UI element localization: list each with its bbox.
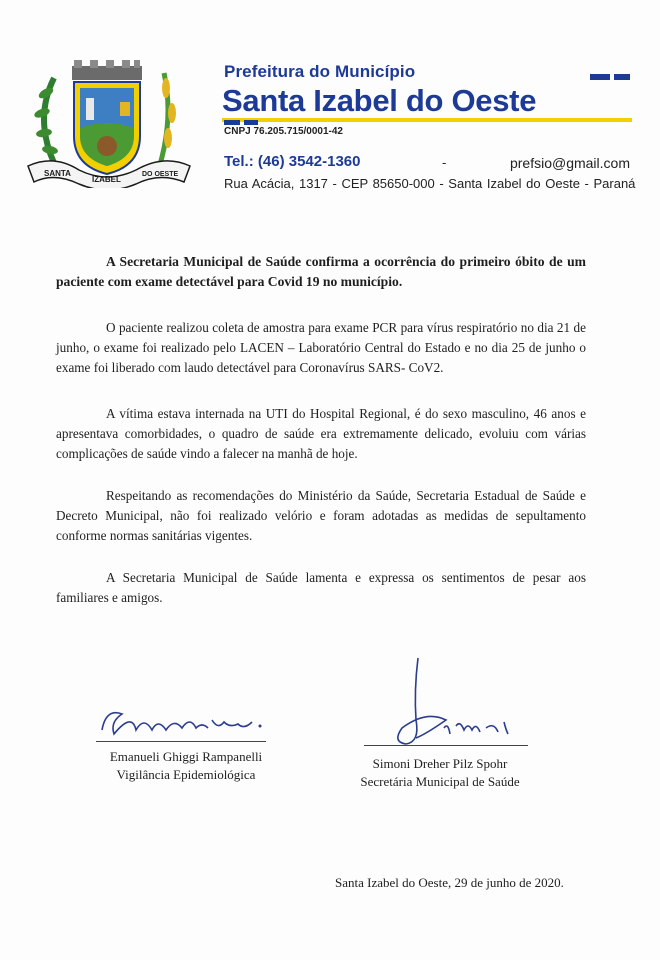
- signatory-role-left: Vigilância Epidemiológica: [116, 767, 256, 782]
- paragraph-1: O paciente realizou coleta de amostra para exame PCR para vírus respiratório no dia 21 de junho, o exame foi realizado pelo LACEN – Laboratório Central do Estado e no dia 25 de junho o exame foi liberado com laudo detectável para Coronavírus SARS- CoV2.: [56, 320, 586, 375]
- header-subtitle: Prefeitura do Município: [224, 62, 416, 81]
- signatory-role-right: Secretária Municipal de Saúde: [360, 774, 520, 789]
- header-cnpj: CNPJ 76.205.715/0001-42: [224, 126, 343, 137]
- header-address: Rua Acácia, 1317 - CEP 85650-000 - Santa Izabel do Oeste - Paraná: [224, 176, 636, 191]
- header-separator: -: [442, 155, 447, 170]
- header-accent-bar: [224, 120, 240, 125]
- header-telephone: Tel.: (46) 3542-1360: [224, 153, 361, 170]
- header-yellow-rule: [222, 118, 632, 122]
- header-accent-bar: [244, 120, 258, 125]
- header-email: prefsio@gmail.com: [509, 155, 630, 171]
- crest-label-izabel: IZABEL: [92, 175, 121, 184]
- lead-paragraph: A Secretaria Municipal de Saúde confirma a ocorrência do primeiro óbito de um paciente com exame detectável para Covid 19 no município.: [56, 254, 586, 289]
- signature-left: [92, 700, 272, 744]
- header-accent-bar: [590, 74, 610, 80]
- crest-label-do-oeste: DO OESTE: [142, 171, 179, 178]
- signatory-name-left: Emanueli Ghiggi Rampanelli: [109, 749, 263, 764]
- document-date: Santa Izabel do Oeste, 29 de junho de 2020.: [335, 875, 564, 890]
- municipal-coat-of-arms: [24, 58, 194, 188]
- crest-label-santa: SANTA: [44, 169, 71, 178]
- signature-line-left: [96, 741, 266, 742]
- header-accent-bar: [614, 74, 630, 80]
- signature-right: [386, 650, 526, 750]
- signature-line-right: [364, 745, 528, 746]
- signatory-name-right: Simoni Dreher Pilz Spohr: [372, 756, 508, 771]
- paragraph-4: A Secretaria Municipal de Saúde lamenta e expressa os sentimentos de pesar aos familiares e amigos.: [56, 570, 586, 605]
- paragraph-2: A vítima estava internada na UTI do Hospital Regional, é do sexo masculino, 46 anos e apresentava comorbidades, o quadro de saúde era extremamente delicado, evoluiu com várias complicações de saúde vindo a falecer na manhã de hoje.: [56, 406, 586, 461]
- header-title: Santa Izabel do Oeste: [222, 83, 537, 118]
- paragraph-3: Respeitando as recomendações do Ministério da Saúde, Secretaria Estadual de Saúde e Decreto Municipal, não foi realizado velório e foram adotadas as medidas de sepultamento conforme normas sanitárias vigentes.: [56, 488, 586, 543]
